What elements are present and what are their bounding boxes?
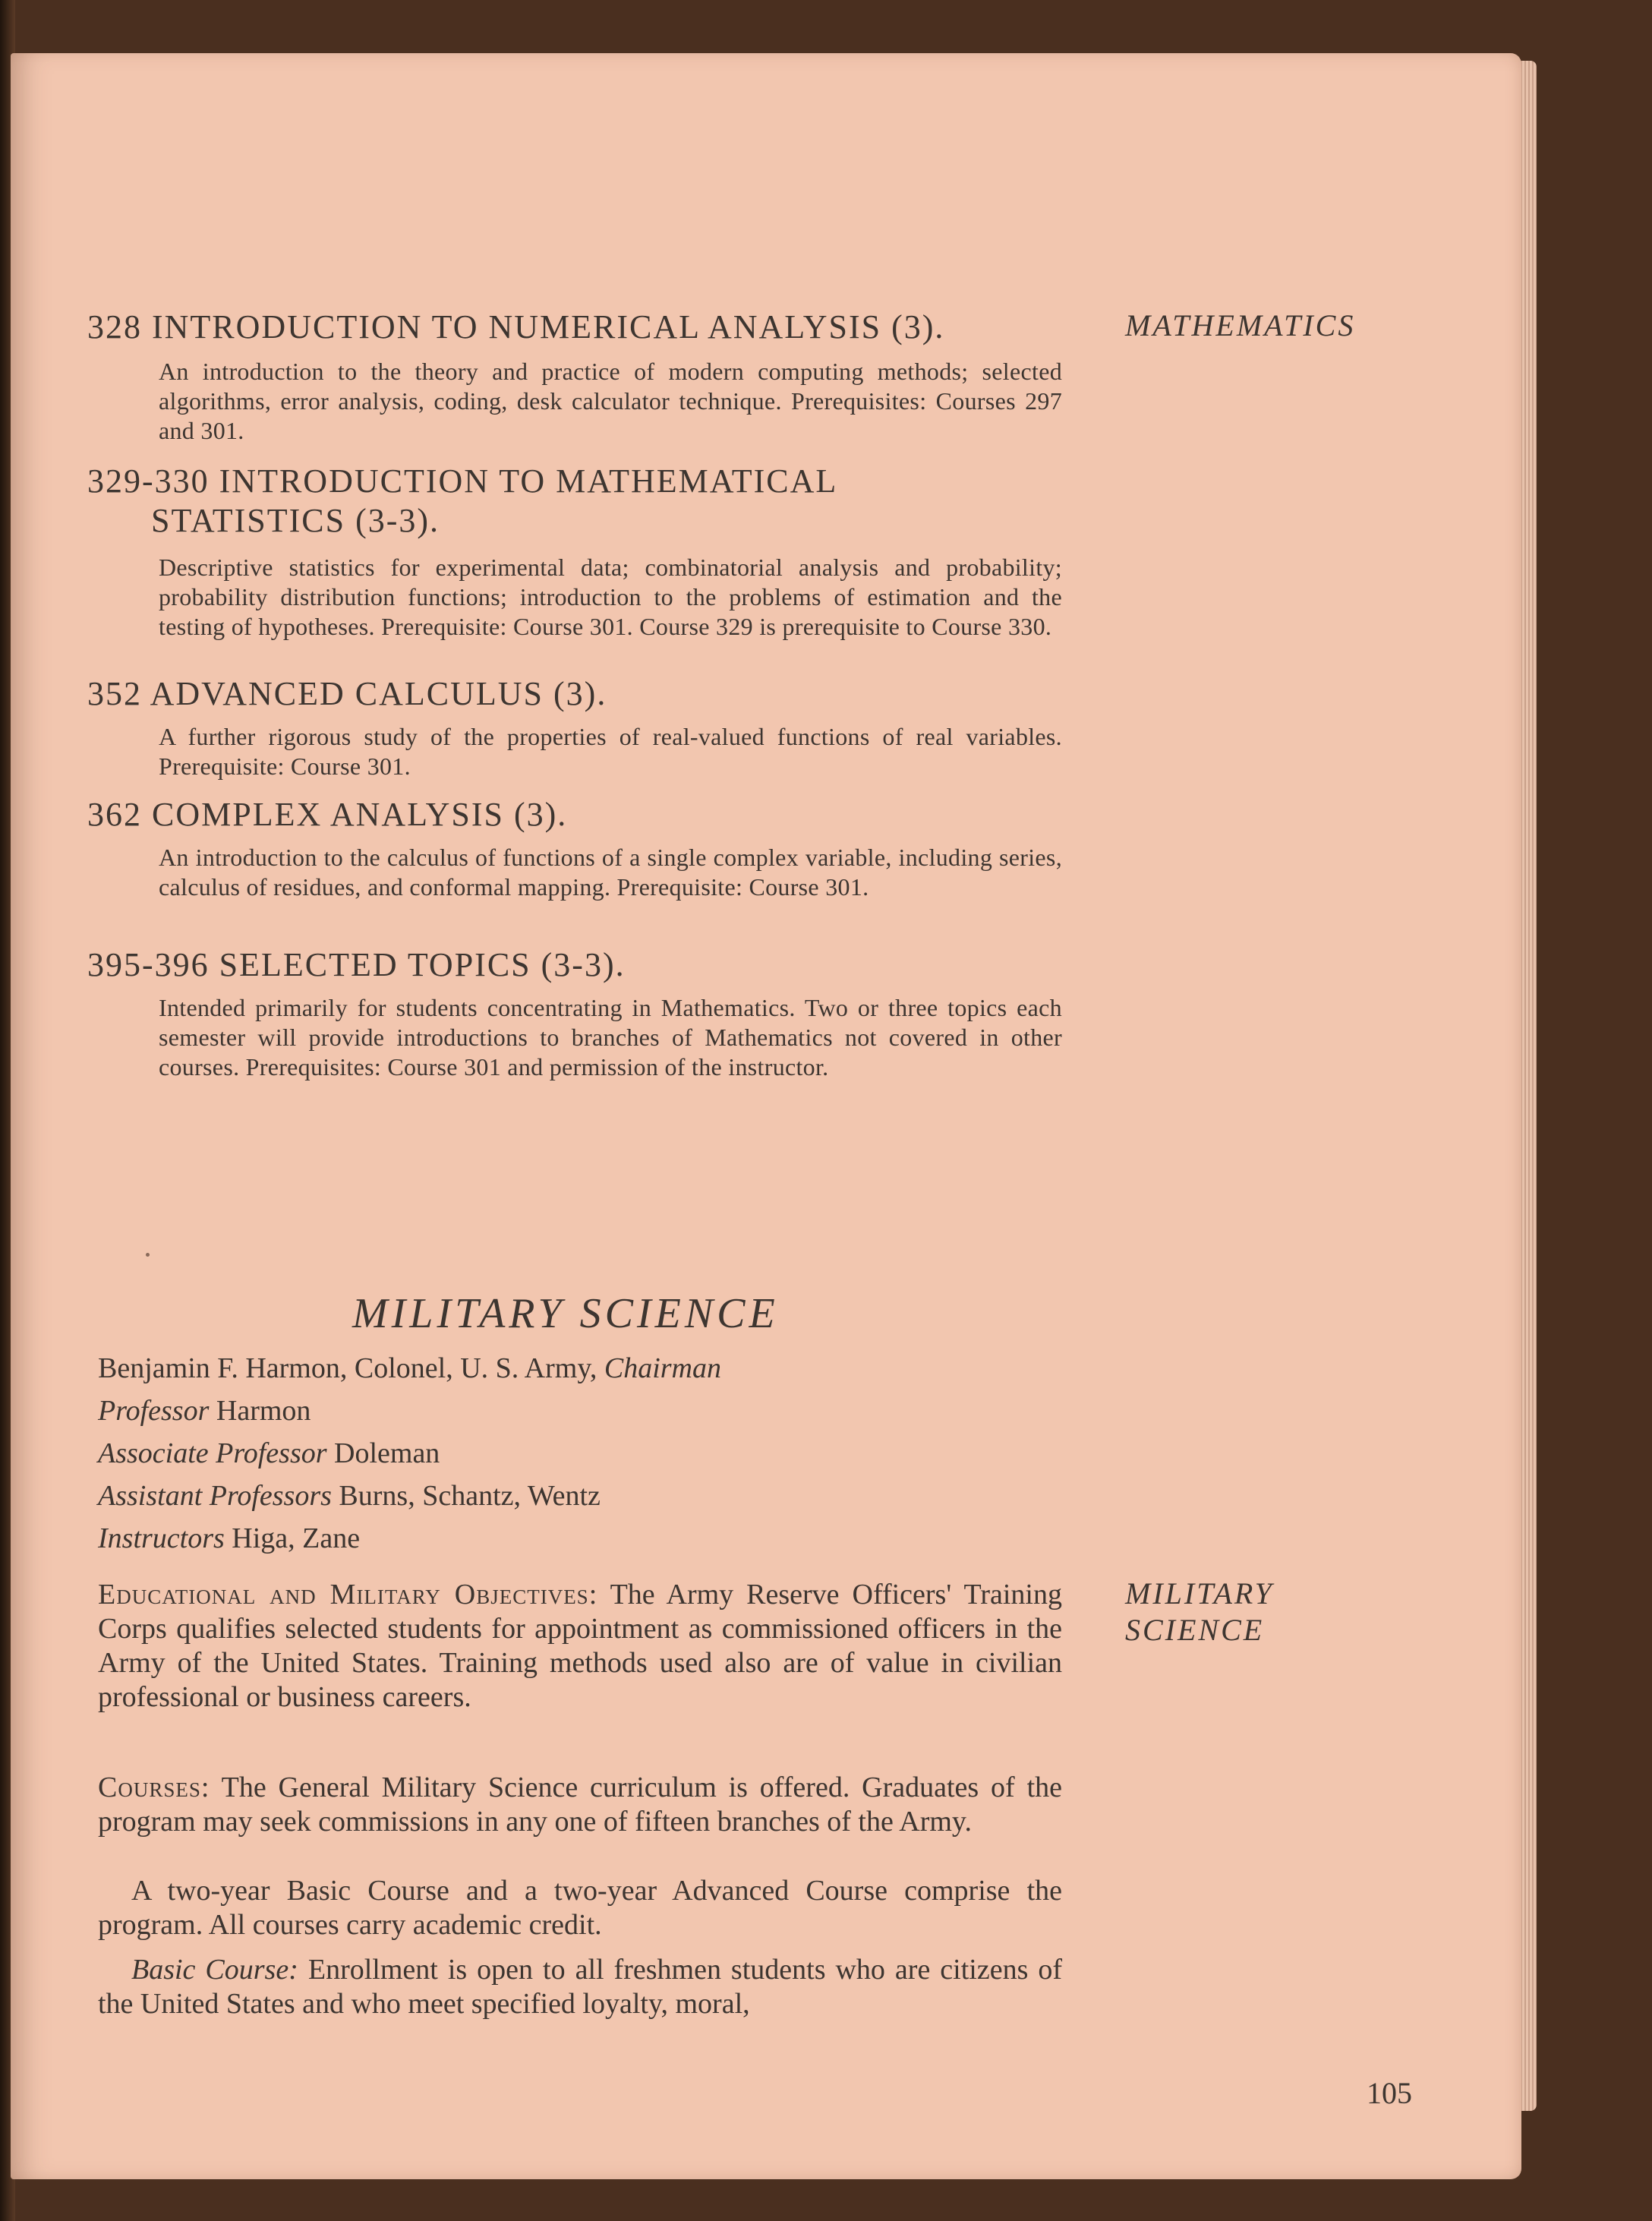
staff-rank: Associate Professor [98, 1437, 327, 1469]
basic-course-label: Basic Course: [131, 1954, 298, 1986]
course-title-328 [87, 308, 944, 346]
course-title-text: 329-330 INTRODUCTION TO MATHEMATICAL [87, 462, 838, 500]
course-title-352 [87, 674, 607, 713]
program-paragraph: A two-year Basic Course and a two-year Advanced Course comprise the program. All courses carry academic credit. [98, 1875, 1062, 1941]
side-heading-military-science [1125, 1576, 1274, 1648]
staff-rank: Instructors [98, 1522, 225, 1554]
objectives-label: Educational and Military Objectives: [98, 1579, 598, 1611]
course-description-328: An introduction to the theory and practice of modern computing methods; selected algorithms, error analysis, coding, desk calculator technique. Prerequisites: Courses 297 and 301. [159, 358, 1062, 444]
course-title-text: 395-396 SELECTED TOPICS (3-3). [87, 946, 626, 983]
courses-text: The General Military Science curriculum is offered. Graduates of the program may seek commissions in any one of fifteen branches of the Army. [98, 1771, 1062, 1838]
course-description-395-396: Intended primarily for students concentrating in Mathematics. Two or three topics each semester will provide introductions to branches of Mathematics not covered in other courses. Prerequisites: Course 301 and permission of the instructor. [159, 994, 1062, 1081]
staff-rank: Professor [98, 1395, 210, 1427]
course-title-395-396 [87, 945, 626, 984]
course-description-329-330: Descriptive statistics for experimental data; combinatorial analysis and probability; probability distribution functions; introduction to the problems of estimation and the testing of hypotheses. Prerequisite: Course 301. Course 329 is prerequisite to Course 330. [159, 554, 1062, 640]
staff-assistant-professors [98, 1479, 601, 1513]
staff-names: Burns, Schantz, Wentz [339, 1480, 601, 1512]
page-number: 105 [1367, 2076, 1412, 2110]
side-heading-line: SCIENCE [1125, 1613, 1265, 1647]
objectives-paragraph [98, 1578, 1062, 1715]
staff-names: Higa, Zane [232, 1522, 361, 1554]
chairman-role: Chairman [604, 1352, 721, 1384]
book-page [11, 53, 1521, 2179]
objectives-text: The Army Reserve Officers' Training Corps qualifies selected students for appointment as commissioned officers in the Army of the United States. Training methods used also are of value in civilian professional or business careers. [98, 1579, 1062, 1713]
department-title: MILITARY SCIENCE [352, 1290, 779, 1337]
course-title-text: 352 ADVANCED CALCULUS (3). [87, 675, 607, 712]
staff-professor [98, 1394, 311, 1428]
staff-chairman [98, 1352, 721, 1385]
course-title-text: 362 COMPLEX ANALYSIS (3). [87, 796, 568, 833]
staff-associate-professor [98, 1437, 440, 1470]
side-heading-mathematics: MATHEMATICS [1125, 308, 1356, 342]
staff-rank: Assistant Professors [98, 1480, 332, 1512]
basic-course-text: Enrollment is open to all freshmen students who are citizens of the United States and who meet specified loyalty, moral, [98, 1954, 1063, 2020]
course-title-continuation: STATISTICS (3-3). [151, 502, 440, 539]
course-title-329-330 [87, 462, 837, 541]
chairman-name: Benjamin F. Harmon, Colonel, U. S. Army, [98, 1352, 597, 1384]
side-heading-line: MILITARY [1125, 1576, 1274, 1611]
staff-instructors [98, 1522, 360, 1555]
staff-names: Harmon [216, 1395, 311, 1427]
paper-speck [146, 1253, 150, 1257]
course-description-362: An introduction to the calculus of functions of a single complex variable, including series, calculus of residues, and conformal mapping. Prerequisite: Course 301. [159, 844, 1062, 901]
courses-label: Courses: [98, 1771, 210, 1803]
course-title-362 [87, 795, 567, 834]
basic-course-paragraph [98, 1953, 1062, 2021]
courses-paragraph [98, 1771, 1062, 1839]
staff-names: Doleman [334, 1437, 440, 1469]
course-description-352: A further rigorous study of the properties of real-valued functions of real variables. Prerequisite: Course 301. [159, 723, 1062, 780]
course-title-text: 328 INTRODUCTION TO NUMERICAL ANALYSIS (3). [87, 308, 945, 345]
